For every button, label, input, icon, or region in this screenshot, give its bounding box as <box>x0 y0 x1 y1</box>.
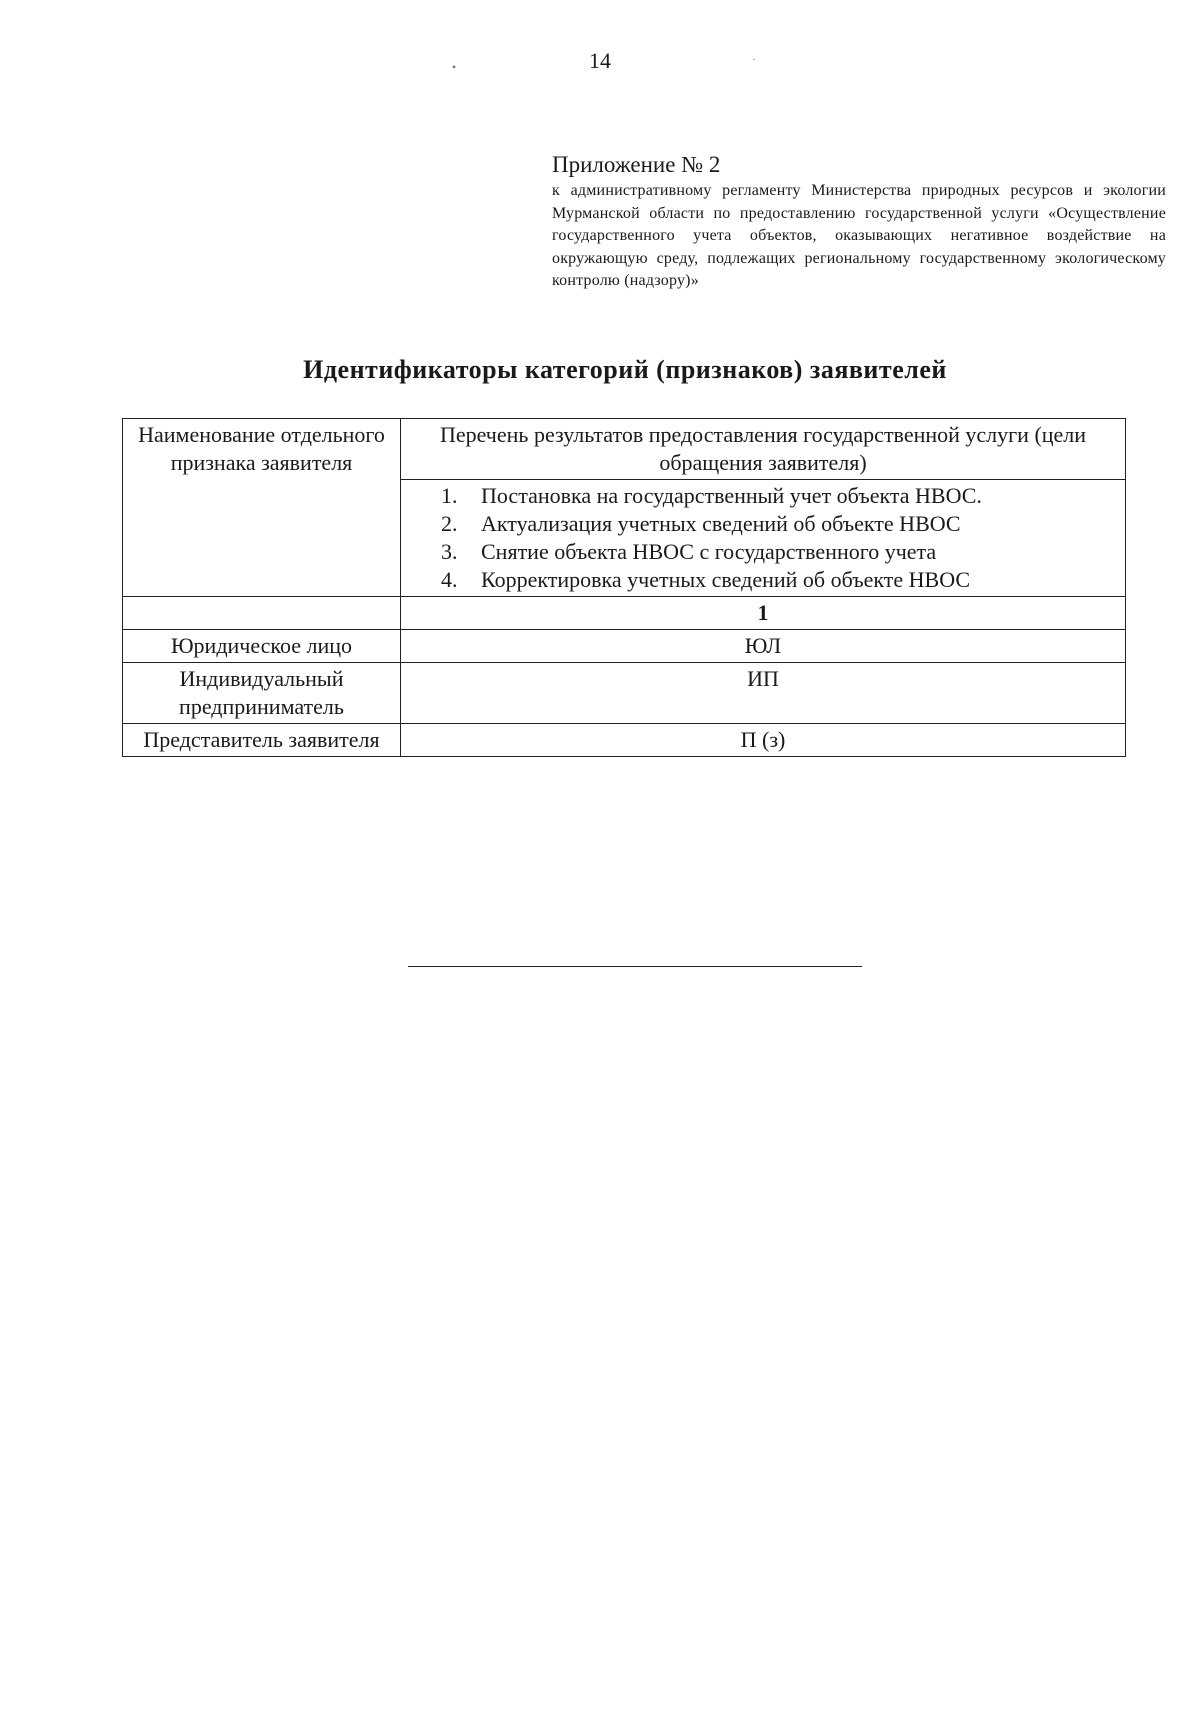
list-item <box>407 482 1119 510</box>
appendix-block <box>552 150 1166 293</box>
table-row <box>123 630 1126 663</box>
column-number: 1 <box>401 597 1126 630</box>
table-header-row <box>123 419 1126 480</box>
header-attribute-name: Наименование отдельного признака заявителя <box>123 419 401 597</box>
attribute-code: ЮЛ <box>401 630 1126 663</box>
attribute-name: Индивидуальный предприниматель <box>123 663 401 724</box>
goal-number: 4. <box>441 567 458 592</box>
document-title: Идентификаторы категорий (признаков) заявителей <box>303 355 947 384</box>
table-row <box>123 724 1126 757</box>
column-number-row <box>123 597 1126 630</box>
appendix-title: Приложение № 2 <box>552 152 721 177</box>
empty-cell <box>123 597 401 630</box>
list-item <box>407 510 1119 538</box>
goal-text: Снятие объекта НВОС с государственного учета <box>481 539 937 564</box>
attribute-code: ИП <box>401 663 1126 724</box>
goal-number: 2. <box>441 511 458 536</box>
header-results: Перечень результатов предоставления государственной услуги (цели обращения заявителя) <box>401 419 1126 480</box>
goal-number: 1. <box>441 483 458 508</box>
scan-speck: · <box>752 52 756 66</box>
goals-cell <box>401 480 1126 597</box>
appendix-text: к административному регламенту Министерства природных ресурсов и экологии Мурманской области по предоставлению государственной услуги «Осуществление государственного учета объектов, оказывающих негативное воздействие на окружающую среду, подлежащих региональному государственному экологическому контролю (надзору)» <box>552 182 1166 289</box>
identifiers-table <box>122 418 1126 757</box>
goal-text: Актуализация учетных сведений об объекте НВОС <box>481 511 961 536</box>
scan-speck: • <box>452 60 457 74</box>
page-number: 14 <box>589 48 611 73</box>
goals-list <box>407 482 1119 594</box>
attribute-name: Представитель заявителя <box>123 724 401 757</box>
goal-number: 3. <box>441 539 458 564</box>
list-item <box>407 566 1119 594</box>
goal-text: Корректировка учетных сведений об объекте НВОС <box>481 567 971 592</box>
attribute-name: Юридическое лицо <box>123 630 401 663</box>
closing-rule <box>408 966 862 967</box>
goal-text: Постановка на государственный учет объекта НВОС. <box>481 483 982 508</box>
table-row <box>123 663 1126 724</box>
list-item <box>407 538 1119 566</box>
attribute-code: П (з) <box>401 724 1126 757</box>
